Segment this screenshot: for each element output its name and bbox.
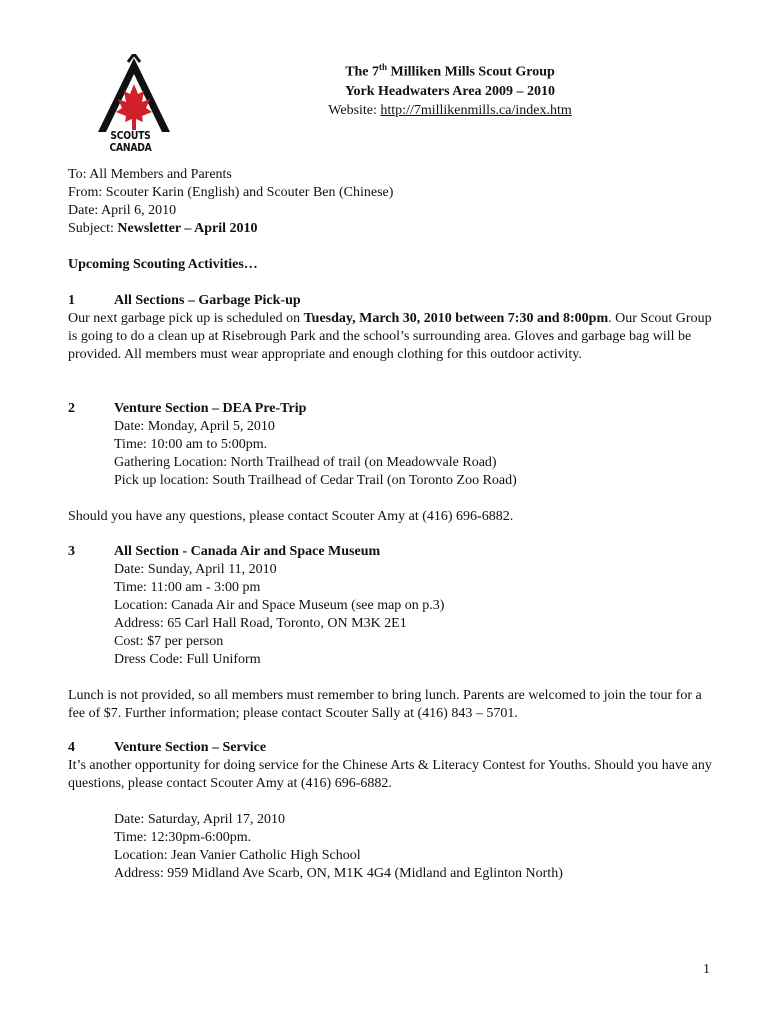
memo-subject: Subject: Newsletter – April 2010	[68, 221, 258, 236]
activity-2-pickup: Pick up location: South Trailhead of Cedar Trail (on Toronto Zoo Road)	[114, 473, 517, 488]
activity-2-date: Date: Monday, April 5, 2010	[114, 419, 275, 434]
activity-3	[68, 543, 718, 723]
website-link[interactable]: http://7millikenmills.ca/index.htm	[380, 102, 572, 118]
activity-3-time: Time: 11:00 am - 3:00 pm	[114, 580, 261, 595]
activity-4-date: Date: Saturday, April 17, 2010	[114, 812, 285, 827]
activity-2-title: 2 Venture Section – DEA Pre-Trip	[68, 401, 307, 416]
area-title: York Headwaters Area 2009 – 2010	[344, 83, 556, 99]
memo-block	[68, 166, 393, 238]
activity-3-title: 3 All Section - Canada Air and Space Museum	[68, 544, 381, 559]
activity-2-note: Should you have any questions, please contact Scouter Amy at (416) 696-6882.	[68, 509, 514, 524]
activity-3-dress: Dress Code: Full Uniform	[114, 652, 261, 667]
activity-1	[68, 292, 718, 364]
upcoming-heading: Upcoming Scouting Activities…	[68, 257, 258, 272]
activity-3-date: Date: Sunday, April 11, 2010	[114, 562, 277, 577]
memo-to: To: All Members and Parents	[68, 167, 232, 182]
activity-4-time: Time: 12:30pm-6:00pm.	[114, 830, 252, 845]
activity-4-title: 4 Venture Section – Service	[68, 740, 267, 755]
activity-3-location: Location: Canada Air and Space Museum (see map on p.3)	[114, 598, 445, 613]
memo-date: Date: April 6, 2010	[68, 203, 177, 218]
activity-3-note: Lunch is not provided, so all members must remember to bring lunch. Parents are welcomed to join the tour for a fee of $7. Further information; please contact Scouter Sally at (416) 843 – 5701.	[68, 688, 702, 721]
header	[300, 58, 600, 120]
activity-4	[68, 739, 718, 883]
activity-4-location: Location: Jean Vanier Catholic High School	[114, 848, 361, 863]
activity-4-text: It’s another opportunity for doing service for the Chinese Arts & Literacy Contest for Youths. Should you have any questions, please contact Scouter Amy at (416) 696-6882.	[68, 758, 712, 791]
website-line: Website: http://7millikenmills.ca/index.htm	[328, 102, 572, 118]
activity-4-address: Address: 959 Midland Ave Scarb, ON, M1K 4G4 (Midland and Eglinton North)	[114, 866, 563, 881]
activity-2-gathering: Gathering Location: North Trailhead of trail (on Meadowvale Road)	[114, 455, 497, 470]
activity-1-title: 1 All Sections – Garbage Pick-up	[68, 293, 301, 308]
group-title: The 7th Milliken Mills Scout Group	[345, 62, 555, 80]
logo-wordmark: SCOUTS CANADA	[109, 130, 152, 154]
activity-3-address: Address: 65 Carl Hall Road, Toronto, ON M3K 2E1	[114, 616, 407, 631]
activity-2	[68, 400, 718, 526]
page-number: 1	[703, 962, 710, 977]
activity-2-time: Time: 10:00 am to 5:00pm.	[114, 437, 268, 452]
memo-from: From: Scouter Karin (English) and Scouter Ben (Chinese)	[68, 185, 394, 200]
activity-3-cost: Cost: $7 per person	[114, 634, 224, 649]
activity-1-text: Our next garbage pick up is scheduled on Tuesday, March 30, 2010 between 7:30 and 8:00pm. Our Scout Group is going to do a clean up at Risebrough Park and the school’s surrounding area. Gloves and garbage bag will be provided. All members must wear appropriate and enough clothing for this outdoor activity.	[68, 311, 712, 362]
